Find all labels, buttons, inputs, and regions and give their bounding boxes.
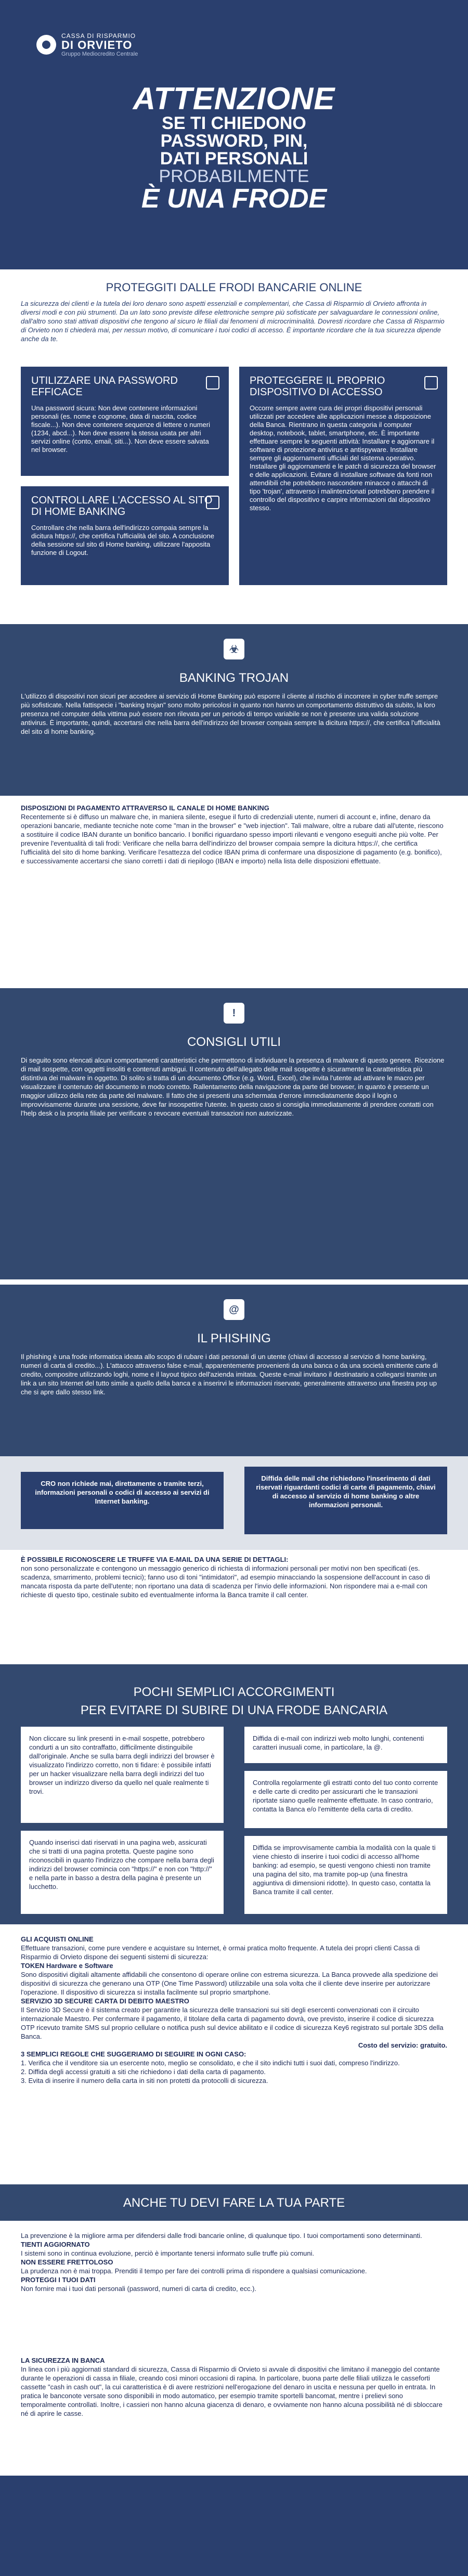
parte-p3-title: PROTEGGI I TUOI DATI — [21, 2276, 96, 2284]
eye-icon — [206, 496, 219, 509]
card-password-body: Una password sicura: Non deve contenere informazioni personali (es. nome e cognome, data di nascita, codice fiscale...). Non deve contenere sequenze di lettere o numeri (1234, abcd...). Non deve essere la stessa usata per altri servizi online (conto, email, siti...). Non deve essere salvata nel browser. — [31, 404, 210, 454]
hero-line5: PROBABILMENTE — [159, 166, 309, 186]
card-password — [21, 367, 229, 476]
phishing-body: Il phishing è una frode informatica ideata allo scopo di rubare i dati personali di un utente (chiavi di accesso al servizio di home banking, numeri di carta di credito...). L'attacco attraverso false e-mail, apparentemente provenienti da una banca o da una società emittente carte di credito, compositre utilizzando loghi, nome e il layout tipico dell'azienda imitata. Queste e-mail invitano il destinatario a collegarsi tramite un link a un sito Internet del tutto simile a quello della banca e a inserirvi le informazioni riservate, generalmente attraverso una finestra pop up che si apre dallo stesso link. — [21, 1353, 438, 1396]
sms-title: SERVIZIO 3D SECURE CARTA DI DEBITO MAESTRO — [21, 1997, 189, 2005]
phishing-title: IL PHISHING — [197, 1331, 271, 1345]
logo-line1: CASSA DI RISPARMIO — [61, 32, 136, 40]
sms-cost: Costo del servizio: gratuito. — [358, 2041, 447, 2049]
tip-1: 1. Verifica che il venditore sia un esercente noto, meglio se consolidato, e che il sito indichi tutti i suoi dati, compreso l'indirizzo. — [21, 2059, 400, 2067]
acquisti-body: Effettuare transazioni, come pure vendere e acquistare su Internet, è ormai pratica molto frequente. A tutela dei propri clienti Cassa di Risparmio di Orvieto dispone dei seguenti sistemi di sicurezza: — [21, 1944, 420, 1961]
consigli-band — [0, 988, 468, 1279]
sms-body: Il Servizio 3D Secure è il sistema creato per garantire la sicurezza delle transazioni sui siti degli esercenti convenzionati con il circuito internazionale Maestro. Per confermare il pagamento, il titolare della carta di pagamento dovrà, ove previsto, inserire il codice di sicurezza OTP ricevuto tramite SMS sul proprio cellulare o notifica push sul device abilitato e il codice di sicurezza Key6 registrato sul portale 3DS della Banca. — [21, 2006, 444, 2040]
tip-card-5: Diffida se improvvisamente cambia la modalità con la quale ti viene chiesto di inserire i tuoi codici di accesso all'home banking: ad esempio, se questi vengono chiesti non tramite una pagina del sito, ma tramite pop-up (una finestra aggiuntiva di dimensioni ridotte). In questo caso, contatta la Banca tramite il call center. — [244, 1836, 447, 1914]
banca-body: In linea con i più aggiornati standard di sicurezza, Cassa di Risparmio di Orvieto si avvale di dispositivi che limitano il maneggio del contante durante le operazioni di cassa in filiale, creando così minori occasioni di rapina. In particolare, buona parte delle filiali utilizza le casseforti cassette "cash in cash out", la cui caratteristica è di avere restrizioni nell'erogazione del denaro in uscita e nessuna per quello in entrata. In pratica le banconote versate sono disponibili in modo automatico, per esempio tramite sportelli bancomat, mentre i prelievi sono temporalmente controllati. Inoltre, i cassieri non hanno alcuna giacenza di denaro, e ovviamente non hanno alcuna possibilità né di sbloccare né di aprire le casse. — [21, 2365, 443, 2417]
tip-card-4: Controlla regolarmente gli estratti conto del tuo conto corrente e delle carte di credito per assicurarti che le transazioni riportate siano quelle realmente effettuate. In caso contrario, contatta la Banca e/o l'emittente della carta di credito. — [244, 1771, 447, 1828]
parte-intro: La prevenzione è la migliore arma per difendersi dalle frodi bancarie online, di qualunque tipo. I tuoi comportamenti sono determinanti. — [21, 2232, 422, 2240]
parte-title: ANCHE TU DEVI FARE LA TUA PARTE — [123, 2196, 345, 2210]
parte-p2-title: NON ESSERE FRETTOLOSO — [21, 2258, 113, 2266]
hero-line2: SE TI CHIEDONO — [162, 113, 306, 133]
card-device-body: Occorre sempre avere cura dei propri dispositivi personali utilizzati per accedere alle applicazioni messe a disposizione della Banca. Rientrano in questa categoria il computer desktop, notebook, tablet, smartphone, etc. È importante effettuare sempre le seguenti attività: Installare e aggiornare il software di protezione antivirus e antispyware. Installare sempre gli aggiornamenti ufficiali del sistema operativo. Installare gli aggiornamenti e le patch di sicurezza del browser e delle applicazioni. Evitare di installare software da fonti non attendibili che potrebbero nascondere minacce o attacchi di tipo 'trojan', attraverso i malintenzionati potrebbero prendere il controllo del dispositivo e carpire informazioni dal dispositivo stesso. — [250, 404, 436, 512]
section-title-protect: PROTEGGITI DALLE FRODI BANCARIE ONLINE — [106, 281, 362, 294]
accorgimenti-title-1: POCHI SEMPLICI ACCORGIMENTI — [133, 1685, 335, 1699]
parte-section — [21, 2231, 447, 2351]
phishing-boxes — [0, 1456, 468, 1550]
bank-logo — [36, 32, 138, 57]
hero-line1: ATTENZIONE — [133, 81, 335, 116]
phishing-band — [0, 1285, 468, 1456]
logo-line2: DI ORVIETO — [61, 38, 133, 51]
tip-card-3: Diffida di e-mail con indirizzi web molto lunghi, contenenti caratteri inusuali come, in particolare, la @. — [244, 1727, 447, 1763]
logo-mark-icon — [36, 35, 56, 55]
phishing-icon: @ — [224, 1299, 244, 1320]
phishing-recog-title: È POSSIBILE RICONOSCERE LE TRUFFE VIA E-MAIL DA UNA SERIE DI DETTAGLI: — [21, 1556, 289, 1563]
trojan-band — [0, 624, 468, 796]
tip-card-2: Quando inserisci dati riservati in una pagina web, assicurati che si tratti di una pagina protetta. Queste pagine sono riconoscibili in quanto l'indirizzo che compare nella barra degli indirizzi del browser comincia con "https://" e non con "http://" e nella parte in basso a destra della pagina è presente un lucchetto. — [21, 1831, 224, 1914]
acquisti-title: GLI ACQUISTI ONLINE — [21, 1935, 94, 1943]
acquisti-section — [21, 1935, 447, 2179]
banca-title: LA SICUREZZA IN BANCA — [21, 2357, 105, 2364]
card-device — [239, 367, 447, 585]
accorgimenti-title-2: PER EVITARE DI SUBIRE DI UNA FRODE BANCARIA — [80, 1703, 388, 1717]
card-password-title: UTILIZZARE UNA PASSWORD EFFICACE — [31, 375, 178, 398]
hero-line6: È UNA FRODE — [141, 184, 327, 214]
footer-band — [0, 2476, 468, 2576]
token-title: TOKEN Hardware e Software — [21, 1962, 113, 1970]
phishing-box-2: Diffida delle mail che richiedono l'inserimento di dati riservati riguardanti codici di carte di pagamento, chiavi di accesso al servizio di home banking o altre informazioni personali. — [244, 1467, 447, 1534]
card-access — [21, 486, 229, 585]
trojan-icon: ☣ — [224, 639, 244, 659]
parte-p1-title: TIENTI AGGIORNATO — [21, 2241, 90, 2248]
phishing-recognize — [21, 1555, 447, 1649]
consigli-body: Di seguito sono elencati alcuni comportamenti caratteristici che permettono di individuare la presenza di malware di questo genere. Ricezione di mail sospette, con oggetti insoliti e contenuti ambigui. Il contenuto dell'allegato delle mail sospette è sicuramente la caratteristica più distintiva dei malware in oggetto. Di solito si tratta di un documento Office (e.g. Word, Excel), che invita l'utente ad attivare le macro per visualizzare il contenuto del documento in modo corretto. Rallentamento della navigazione da parte del browser, in quanto è presente un maggior utilizzo della rete da parte del malware. Il fatto che si presenti una schermata d'errore immediatamente dopo il login o improvvisamente durante una sessione, deve far insospettire l'utente. In questo caso si consiglia immediatamente di prendere contatti con l'help desk o la propria filiale per verificare o revocare eventuali transazioni non autorizzate. — [21, 1056, 445, 1117]
tips-title: 3 SEMPLICI REGOLE CHE SUGGERIAMO DI SEGUIRE IN OGNI CASO: — [21, 2050, 246, 2058]
token-body: Sono dispositivi digitali altamente affidabili che consentono di operare online con estrema sicurezza. La Banca provvede alla spedizione dei dispositivi di sicurezza che generano una OTP (One Time Password) utilizzabile una sola volta che il cliente deve inserire per autorizzare l'operazione. Il dispositivo di sicurezza si installa facilmente sul proprio smartphone. — [21, 1971, 438, 1996]
consigli-title: CONSIGLI UTILI — [187, 1035, 281, 1049]
phishing-box-1: CRO non richiede mai, direttamente o tramite terzi, informazioni personali o codici di accesso ai servizi di Internet banking. — [21, 1472, 224, 1529]
trojan-title: BANKING TROJAN — [179, 671, 289, 685]
trojan-body: L'utilizzo di dispositivi non sicuri per accedere ai servizio di Home Banking può esporre il cliente al rischio di incorrere in cyber truffe sempre più sofisticate. Nella fattispecie i "banking trojan" sono molto pericolosi in quanto non hanno un comportamento distruttivo da subito, la loro presenza nel computer della vittima può essere non rilevata per un periodo di tempo variabile se non è presente una valida soluzione antivirus. È importante, quindi, accertarsi che nella barra dell'indirizzo del browser compaia sempre la dicitura https://, che certifica l'ufficialità del sito di home banking. — [21, 692, 440, 735]
tip-3: 3. Evita di inserire il numero della carta in siti non protetti da protocolli di sicurezza. — [21, 2077, 268, 2085]
hero-line4: DATI PERSONALI — [160, 149, 308, 169]
parte-p3-body: Non fornire mai i tuoi dati personali (password, numeri di carta di credito, ecc.). — [21, 2285, 257, 2293]
tip-2: 2. Diffida degli accessi gratuiti a siti che richiedono i dati della carta di pagamento. — [21, 2068, 266, 2076]
parte-p1-body: I sistemi sono in continua evoluzione, perciò è importante tenersi informato sulle truffe più comuni. — [21, 2249, 315, 2257]
parte-p2-body: La prudenza non è mai troppa. Prenditi il tempo per fare dei controlli prima di rispondere a qualsiasi comunicazione. — [21, 2267, 367, 2275]
intro-paragraph: La sicurezza dei clienti e la tutela dei loro denaro sono aspetti essenziali e complementari, che Cassa di Risparmio di Orvieto affronta in diversi modi e con più strumenti. Da un lato sono previste difese elettroniche sempre più sofisticate per salvaguardare le connessioni online, dall'altro sono stati attivati dispositivi che tengono al sicuro le filiali dai fenomeni di microcriminalità. Dovresti ricordare che Cassa di Risparmio di Orvieto non ti chiederà mai, per nessun motivo, di comunicare i tuoi codici di accesso. È importante ricordare che la tua sicurezza dipende anche da te. — [21, 300, 445, 343]
hero-banner — [0, 0, 468, 269]
tip-card-1: Non cliccare su link presenti in e-mail sospette, potrebbero condurti a un sito contraffatto, difficilmente distinguibile dall'originale. Anche se sulla barra degli indirizzi del browser è visualizzato l'indirizzo corretto, non ti fidare: è possibile infatti per un hacker visualizzare nella barra degli indirizzi del tuo browser un indirizzo diverso da quello nel quale realmente ti trovi. — [21, 1727, 224, 1823]
logo-line3: Gruppo Mediocredito Centrale — [61, 51, 138, 57]
lock-icon — [424, 376, 438, 390]
card-access-body: Controllare che nella barra dell'indirizzo compaia sempre la dicitura https://, che certifica l'ufficialità del sito. A conclusione della sessione sul sito di Home banking, utilizzare l'apposita funzione di Logout. — [31, 524, 214, 556]
trojan-sub-heading: DISPOSIZIONI DI PAGAMENTO ATTRAVERSO IL CANALE DI HOME BANKING — [21, 804, 269, 812]
keypad-icon — [206, 376, 219, 390]
trojan-sub-title — [21, 804, 447, 980]
banca-section — [21, 2356, 447, 2465]
warning-icon: ! — [224, 1003, 244, 1024]
trojan-sub-body: Recentemente si è diffuso un malware che, in maniera silente, esegue il furto di credenziali utente, numeri di account e, infine, denaro da operazioni bancarie, mediante tecniche note come "man in the browser" e "web injection". Tali malware, oltre a rubare dati all'utente, riescono a sostituire il codice IBAN durante un bonifico bancario. I bonifici riguardano spesso importi rilevanti e vengono eseguiti anche più volte. Per prevenire l'eventualità di tali frodi: Verificare che nella barra dell'indirizzo del browser compaia sempre la dicitura https://, che certifica l'ufficialità del sito di home banking. Verificare l'esattezza del codice IBAN prima di confermare una disposizione di pagamento (e.g. bonifico), e successivamente accertarsi che siano corretti i dati di riepilogo (IBAN e importo) nella lista delle disposizioni effettuate. — [21, 813, 444, 865]
accorgimenti-band — [0, 1664, 468, 1924]
hero-line3: PASSWORD, PIN, — [160, 131, 308, 151]
parte-band — [0, 2184, 468, 2221]
hero-headline — [95, 83, 373, 255]
phishing-recog-body: non sono personalizzate e contengono un messaggio generico di richiesta di informazioni personali per motivi non ben specificati (es. scadenza, smarrimento, problemi tecnici); fanno uso di toni "intimidatori", ad esempio minacciando la sospensione dell'account in caso di mancata risposta da parte dell'utente; non riportano una data di scadenza per l'invio delle informazioni. Non rispondere mai a e-mail con richieste di questo tipo, cestinale subito ed eventualmente informa la Banca tramite il call center. — [21, 1564, 431, 1599]
card-access-title: CONTROLLARE L'ACCESSO AL SITO DI HOME BANKING — [31, 495, 213, 517]
card-device-title: PROTEGGERE IL PROPRIO DISPOSITIVO DI ACCESSO — [250, 375, 385, 398]
